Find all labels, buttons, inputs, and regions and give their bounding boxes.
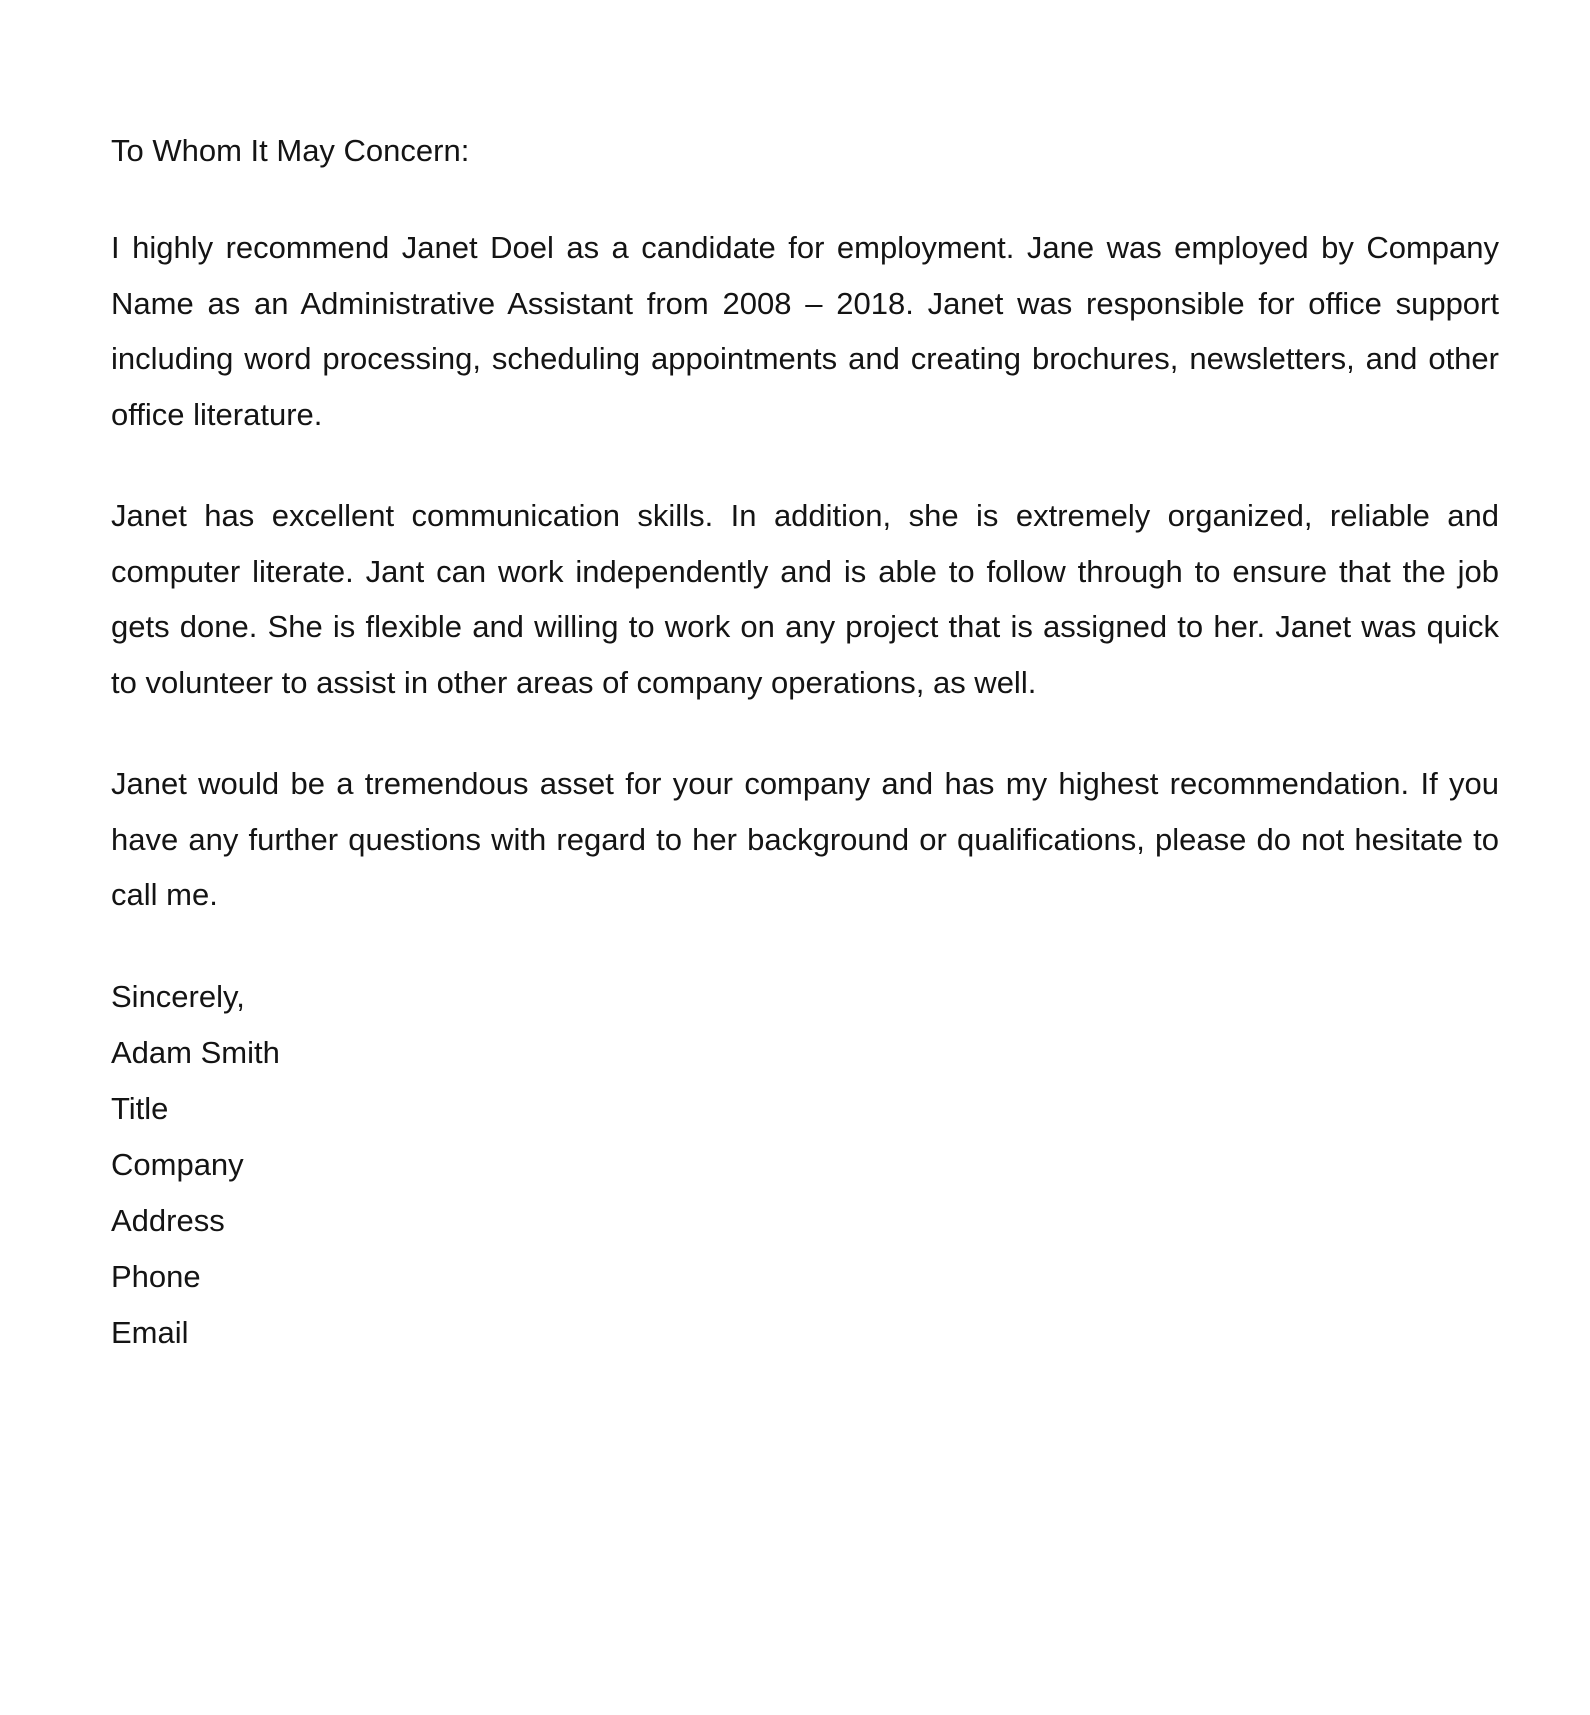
signer-email: Email <box>111 1314 189 1350</box>
paragraph-skills: Janet has excellent communication skills. In addition, she is extremely organized, reliable and computer literate. Jant can work independently and is able to follow through to ensure that the job gets done. She is flexible and willing to work on any project that is assigned to her. Janet was quick to volunteer to assist in other areas of company operations, as well. <box>111 498 1499 700</box>
salutation: To Whom It May Concern: <box>111 133 470 168</box>
signer-title: Title <box>111 1090 169 1126</box>
paragraph-recommendation: Janet would be a tremendous asset for your company and has my highest recommendation. If you have any further questions with regard to her background or qualifications, please do not hesitate to call me. <box>111 766 1499 912</box>
recommendation-letter <box>111 128 1499 1361</box>
paragraph-employment: I highly recommend Janet Doel as a candidate for employment. Jane was employed by Company Name as an Administrative Assistant from 2008 – 2018. Janet was responsible for office support including word processing, scheduling appointments and creating brochures, newsletters, and other office literature. <box>111 230 1499 432</box>
signature-block <box>111 969 1499 1361</box>
closing: Sincerely, <box>111 978 245 1014</box>
signer-name: Adam Smith <box>111 1034 280 1070</box>
signer-phone: Phone <box>111 1258 201 1294</box>
signer-address: Address <box>111 1202 225 1238</box>
signer-company: Company <box>111 1146 244 1182</box>
